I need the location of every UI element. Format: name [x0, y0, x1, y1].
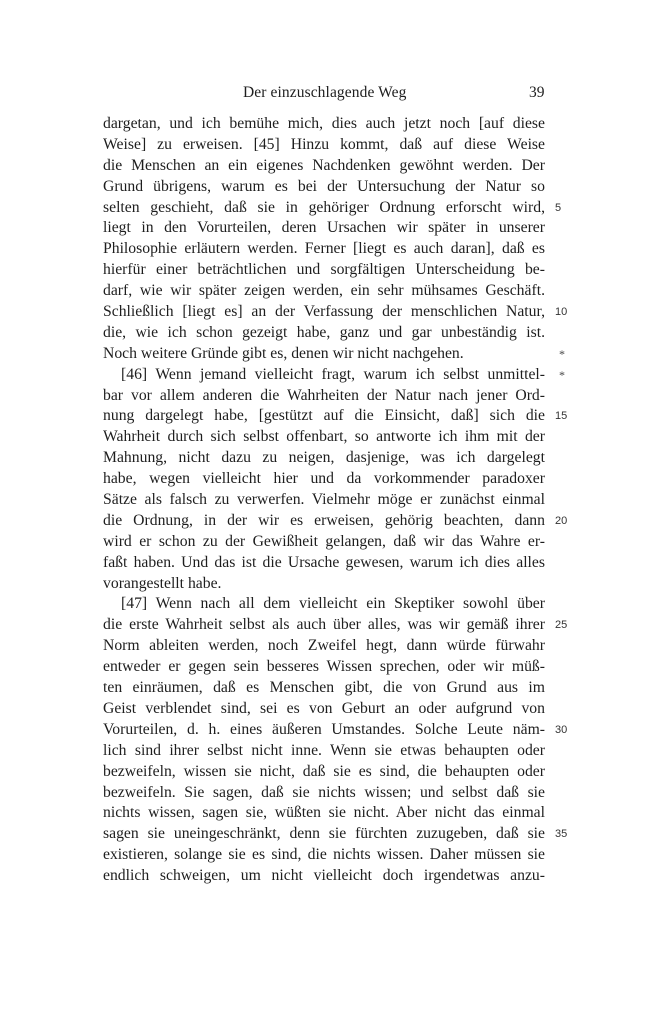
line-text: Schließlich [liegt es] an der Verfassung der menschlichen Natur,	[103, 303, 545, 321]
line-number: 20	[555, 514, 568, 527]
line-text: ten einräumen, daß es Menschen gibt, die von Grund aus im	[103, 679, 545, 697]
text-line	[0, 218, 650, 239]
line-text: Philosophie erläutern werden. Ferner [liegt es auch daran], daß es	[103, 240, 545, 258]
line-text: bezweifeln. Sie sagen, daß sie nichts wissen; und selbst daß sie	[103, 783, 545, 801]
text-line	[0, 803, 650, 824]
line-text: existieren, solange sie es sind, die nichts wissen. Daher müssen sie	[103, 846, 545, 864]
line-text: vorangestellt habe.	[103, 574, 222, 592]
line-text: bezweifeln, wissen sie nicht, daß sie es sind, die behaupten oder	[103, 762, 545, 780]
running-head: Der einzuschlagende Weg	[243, 84, 407, 101]
text-line	[0, 156, 650, 177]
text-line	[0, 783, 650, 804]
line-number: 35	[555, 828, 568, 841]
text-line	[0, 448, 650, 469]
text-line	[0, 406, 650, 427]
line-text: endlich schweigen, um nicht vielleicht doch irgendetwas anzu-	[103, 867, 545, 885]
text-line	[0, 553, 650, 574]
text-line	[0, 135, 650, 156]
line-text: die Ordnung, in der wir es erweisen, gehörig beachten, dann	[103, 511, 545, 529]
body-text	[0, 114, 650, 887]
line-number: 15	[555, 410, 568, 423]
text-line	[0, 260, 650, 281]
line-number: 25	[555, 619, 568, 632]
line-text: dargetan, und ich bemühe mich, dies auch jetzt noch [auf diese	[103, 115, 545, 132]
line-text: entweder er gegen sein besseres Wissen sprechen, oder wir müß-	[103, 658, 545, 676]
text-line	[0, 114, 650, 135]
text-line	[0, 198, 650, 219]
line-text: Geist verblendet sind, sei es von Geburt an oder aufgrund von	[103, 699, 545, 717]
line-number: 10	[555, 306, 568, 319]
text-line	[0, 615, 650, 636]
line-text: Weise] zu erweisen. [45] Hinzu kommt, daß auf diese Weise	[103, 135, 545, 153]
text-line	[0, 845, 650, 866]
margin-mark: *	[559, 367, 565, 382]
text-line	[0, 699, 650, 720]
line-text: sagen sie uneingeschränkt, denn sie fürchten zuzugeben, daß sie	[103, 825, 545, 843]
line-text: darf, wie wir später zeigen werden, ein sehr mühsames Geschäft.	[103, 282, 545, 300]
page-header	[0, 81, 650, 105]
text-line	[0, 636, 650, 657]
line-text: selten geschieht, daß sie in gehöriger Ordnung erforscht wird,	[103, 198, 545, 216]
text-line	[0, 762, 650, 783]
text-line	[0, 532, 650, 553]
line-text: nung dargelegt habe, [gestützt auf die Einsicht, daß] sich die	[103, 407, 545, 425]
line-text: Sätze als falsch zu verwerfen. Vielmehr möge er zunächst einmal	[103, 491, 545, 509]
line-text: nichts wissen, sagen sie, wüßten sie nicht. Aber nicht das einmal	[103, 804, 545, 822]
text-line	[0, 866, 650, 887]
text-line	[0, 678, 650, 699]
text-line	[0, 574, 650, 595]
line-text: die erste Wahrheit selbst als auch über alles, was wir gemäß ihrer	[103, 616, 545, 634]
text-line	[0, 386, 650, 407]
line-text: faßt haben. Und das ist die Ursache gewesen, warum ich dies alles	[103, 553, 545, 571]
line-text: wird er schon zu der Gewißheit gelangen, daß wir das Wahre er-	[103, 532, 545, 550]
text-line	[0, 741, 650, 762]
text-line	[0, 427, 650, 448]
line-text: habe, wegen vielleicht hier und da vorkommender paradoxer	[103, 470, 545, 488]
text-line	[0, 824, 650, 845]
text-line	[0, 323, 650, 344]
line-text: Wahrheit durch sich selbst offenbart, so antworte ich ihm mit der	[103, 428, 545, 446]
line-number: 5	[555, 201, 562, 214]
text-line	[0, 239, 650, 260]
text-line	[0, 720, 650, 741]
text-line	[0, 657, 650, 678]
text-line	[0, 177, 650, 198]
line-number: 30	[555, 723, 568, 736]
line-text: Mahnung, nicht dazu zu neigen, dasjenige, was ich dargelegt	[103, 449, 545, 467]
margin-mark: *	[559, 346, 565, 361]
line-text: Noch weitere Gründe gibt es, denen wir nicht nachgehen.	[103, 344, 464, 362]
text-line	[0, 594, 650, 615]
line-text: hierfür einer beträchtlichen und sorgfältigen Unterscheidung be-	[103, 261, 545, 279]
text-line	[0, 281, 650, 302]
line-text: bar vor allem anderen die Wahrheiten der Natur nach jener Ord-	[103, 386, 545, 404]
line-text: Norm ableiten werden, noch Zweifel hegt, dann würde fürwahr	[103, 637, 545, 655]
text-line	[0, 469, 650, 490]
line-text: Vorurteilen, d. h. eines äußeren Umstandes. Solche Leute näm-	[103, 720, 545, 738]
line-text: die Menschen an ein eigenes Nachdenken gewöhnt werden. Der	[103, 156, 545, 174]
text-line	[0, 511, 650, 532]
text-line	[0, 344, 650, 365]
line-text: Grund übrigens, warum es bei der Untersuchung der Natur so	[103, 177, 545, 195]
line-text: [46] Wenn jemand vielleicht fragt, warum ich selbst unmittel-	[121, 365, 545, 383]
line-text: liegt in den Vorurteilen, deren Ursachen wir später in unserer	[103, 219, 545, 237]
page-number: 39	[529, 84, 545, 101]
line-text: [47] Wenn nach all dem vielleicht ein Skeptiker sowohl über	[121, 595, 545, 613]
line-text: die, wie ich schon gezeigt habe, ganz und gar unbeständig ist.	[103, 323, 545, 341]
text-line	[0, 365, 650, 386]
text-line	[0, 302, 650, 323]
line-text: lich sind ihrer selbst nicht inne. Wenn sie etwas behaupten oder	[103, 741, 545, 759]
text-line	[0, 490, 650, 511]
